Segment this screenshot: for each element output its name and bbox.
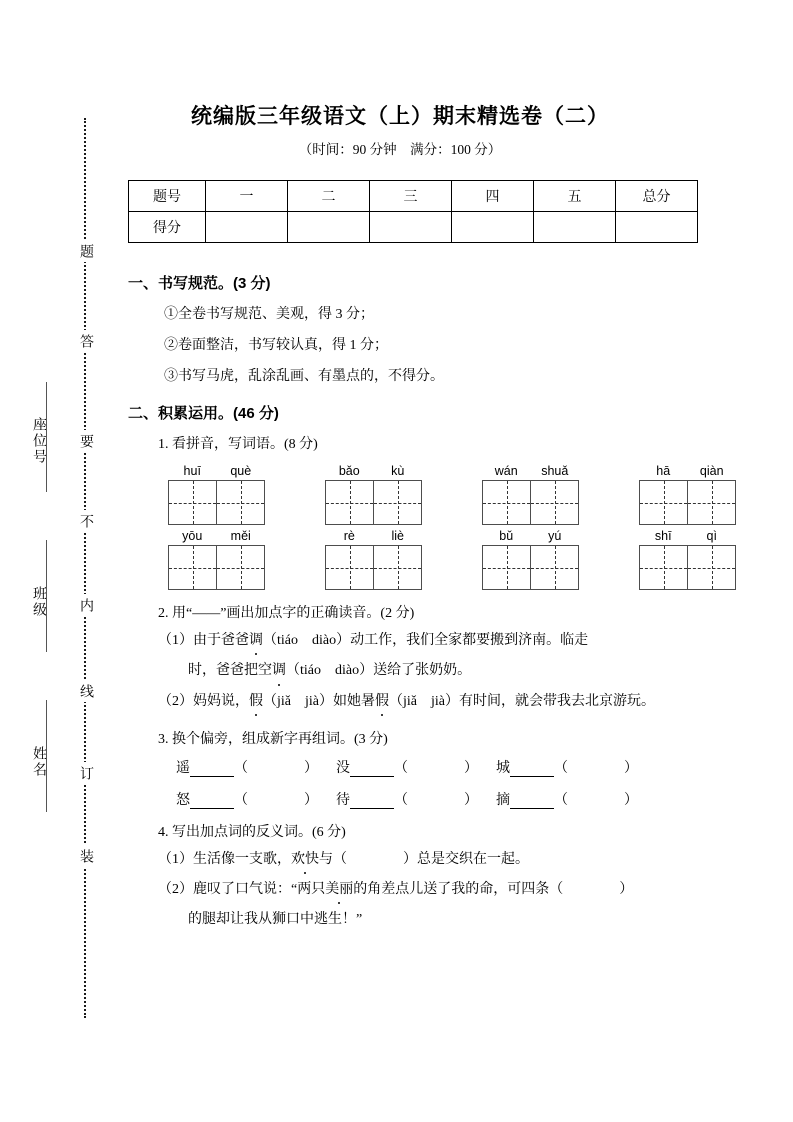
q2-text-pre: （1）由于爸爸 — [158, 633, 249, 648]
q3-blank[interactable] — [190, 794, 234, 809]
q3-blank[interactable] — [510, 762, 554, 777]
pinyin-group-8 — [639, 527, 736, 590]
page-subtitle: （时间：90 分钟 满分：100 分） — [298, 142, 502, 157]
score-table-col-4: 四 — [452, 181, 534, 212]
seat-number-rule — [46, 382, 47, 492]
tianzige-cell[interactable] — [483, 481, 530, 524]
pinyin-label-8 — [639, 527, 736, 545]
question-4-item-1 — [128, 850, 688, 870]
pinyin-syllable: měi — [230, 529, 251, 543]
q2-text-pre: 时，爸爸把空 — [188, 663, 272, 679]
question-3-row-1 — [128, 757, 688, 777]
question-2-item-1b — [128, 661, 688, 681]
tianzige-cell[interactable] — [326, 546, 373, 589]
section-one-item-3: ③书写马虎，乱涂乱画、有墨点的，不得分。 — [164, 369, 444, 384]
question-2-item-2 — [128, 692, 688, 712]
q2-text-post: （tiáo diào）送给了张奶奶。 — [286, 663, 472, 679]
q3-blank[interactable] — [350, 794, 394, 809]
pinyin-syllable: wán — [494, 464, 518, 478]
pinyin-label-3 — [482, 462, 579, 480]
tianzige-cell[interactable] — [687, 481, 735, 524]
pinyin-syllable: rè — [343, 529, 355, 543]
pinyin-group-4 — [639, 462, 736, 525]
tianzige-boxes[interactable] — [168, 480, 265, 525]
seal-char-7: 装 — [74, 845, 96, 867]
tianzige-boxes[interactable] — [482, 480, 579, 525]
tianzige-cell[interactable] — [169, 546, 216, 589]
q3-item: 怒 （ ） — [176, 792, 318, 808]
score-table-col-1: 一 — [206, 181, 288, 212]
tianzige-cell[interactable] — [373, 481, 421, 524]
pinyin-label-6 — [325, 527, 422, 545]
question-4-item-2 — [128, 880, 688, 900]
q4-text-post: 的角差点儿送了我的命，可四条（ ） — [353, 882, 634, 898]
pinyin-group-6 — [325, 527, 422, 590]
pinyin-syllable: shī — [654, 529, 672, 543]
question-1-heading: 1. 看拼音，写词语。(8 分) — [158, 437, 318, 452]
q4-text-post: 与（ ）总是交织在一起。 — [319, 851, 529, 867]
q3-item: 待 （ ） — [336, 792, 478, 808]
score-table-col-3: 三 — [370, 181, 452, 212]
section-one-heading: 一、书写规范。(3 分) — [128, 275, 271, 292]
score-table-row-label-1: 题号 — [129, 181, 206, 212]
q3-char: 摘 — [496, 792, 510, 808]
q3-char: 城 — [496, 760, 510, 776]
tianzige-boxes[interactable] — [639, 480, 736, 525]
score-cell-4[interactable] — [452, 212, 534, 243]
score-cell-1[interactable] — [206, 212, 288, 243]
pinyin-group-5 — [168, 527, 265, 590]
seal-margin — [0, 0, 120, 1122]
pinyin-syllable: què — [230, 464, 252, 478]
q3-item: 摘 （ ） — [496, 792, 638, 808]
pinyin-label-5 — [168, 527, 265, 545]
q2-dotted-char-jia-2: 假 — [375, 692, 389, 712]
q3-blank[interactable] — [350, 762, 394, 777]
question-4-heading: 4. 写出加点词的反义词。(6 分) — [158, 824, 346, 840]
seal-char-5: 线 — [74, 680, 96, 702]
q3-char: 怒 — [176, 792, 190, 808]
q2-text-mid: （jiǎ jià）如她暑 — [263, 693, 375, 709]
tianzige-cell[interactable] — [640, 546, 687, 589]
pinyin-syllable: qì — [706, 529, 717, 543]
seal-char-1: 答 — [74, 330, 96, 352]
tianzige-cell[interactable] — [530, 481, 578, 524]
q3-item: 遥 （ ） — [176, 760, 318, 776]
tianzige-cell[interactable] — [216, 546, 264, 589]
page-title: 统编版三年级语文（上）期末精选卷（二） — [191, 105, 609, 128]
class-rule — [46, 540, 47, 652]
pinyin-writing-exercise — [128, 462, 724, 590]
q2-dotted-char-tiao-2: 调 — [272, 661, 286, 681]
pinyin-group-7 — [482, 527, 579, 590]
q3-item: 没 （ ） — [336, 760, 478, 776]
pinyin-label-4 — [639, 462, 736, 480]
section-one-item-1: ①全卷书写规范、美观，得 3 分； — [164, 307, 374, 322]
q4-dotted-word-meili: 美丽 — [325, 880, 353, 900]
seal-char-3: 不 — [74, 510, 96, 532]
score-table-col-total: 总分 — [616, 181, 698, 212]
q3-item: 城 （ ） — [496, 760, 638, 776]
score-cell-5[interactable] — [534, 212, 616, 243]
question-3-row-2 — [128, 789, 688, 809]
pinyin-syllable: yōu — [182, 529, 203, 543]
q4-text-pre: （1）生活像一支歌， — [158, 851, 291, 867]
pinyin-row-2 — [168, 527, 717, 590]
seal-char-2: 要 — [74, 430, 96, 452]
score-table-row-label-2: 得分 — [129, 212, 206, 243]
q3-char: 待 — [336, 792, 350, 808]
class-label: 班级 — [31, 586, 46, 618]
tianzige-boxes[interactable] — [325, 480, 422, 525]
tianzige-cell[interactable] — [687, 546, 735, 589]
name-rule — [46, 700, 47, 812]
tianzige-boxes[interactable] — [325, 545, 422, 590]
seal-char-6: 订 — [74, 762, 96, 784]
tianzige-boxes[interactable] — [482, 545, 579, 590]
seal-char-0: 题 — [74, 240, 96, 262]
q3-char: 遥 — [176, 760, 190, 776]
section-two-heading: 二、积累运用。(46 分) — [128, 405, 279, 422]
tianzige-cell[interactable] — [216, 481, 264, 524]
question-4-item-2-cont: 的腿却让我从狮口中逃生！” — [188, 912, 363, 928]
tianzige-cell[interactable] — [483, 546, 530, 589]
q4-dotted-word-huankuai: 欢快 — [291, 850, 319, 870]
pinyin-group-3 — [482, 462, 579, 525]
seal-char-4: 内 — [74, 594, 96, 616]
pinyin-syllable: yú — [548, 529, 562, 543]
q2-text-pre: （2）妈妈说， — [158, 693, 249, 709]
pinyin-group-2 — [325, 462, 422, 525]
pinyin-label-2 — [325, 462, 422, 480]
tianzige-boxes[interactable] — [639, 545, 736, 590]
score-cell-2[interactable] — [288, 212, 370, 243]
pinyin-row-1 — [168, 462, 724, 525]
pinyin-syllable: hā — [656, 464, 671, 478]
q2-dotted-char-jia-1: 假 — [249, 692, 263, 712]
pinyin-syllable: bǎo — [338, 464, 360, 478]
q3-blank[interactable] — [190, 762, 234, 777]
question-2-item-1a — [128, 631, 688, 651]
pinyin-syllable: kù — [391, 464, 405, 478]
score-table — [128, 180, 698, 243]
pinyin-label-7 — [482, 527, 579, 545]
tianzige-cell[interactable] — [373, 546, 421, 589]
score-table-col-2: 二 — [288, 181, 370, 212]
q4-text-pre: （2）鹿叹了口气说：“两只 — [158, 882, 326, 898]
question-3-heading: 3. 换个偏旁，组成新字再组词。(3 分) — [158, 731, 388, 747]
pinyin-syllable: liè — [391, 529, 404, 543]
tianzige-cell[interactable] — [169, 481, 216, 524]
pinyin-syllable: qiàn — [699, 464, 724, 478]
table-row-scores — [129, 212, 698, 243]
tianzige-boxes[interactable] — [168, 545, 265, 590]
table-row-header — [129, 181, 698, 212]
name-label: 姓名 — [31, 746, 46, 778]
pinyin-group-1 — [168, 462, 265, 525]
q3-char: 没 — [336, 760, 350, 776]
question-2-heading: 2. 用“——”画出加点字的正确读音。(2 分) — [158, 606, 415, 621]
pinyin-syllable: shuǎ — [541, 464, 569, 478]
score-table-col-5: 五 — [534, 181, 616, 212]
q3-blank[interactable] — [510, 794, 554, 809]
section-one-item-2: ②卷面整洁，书写较认真，得 1 分； — [164, 338, 388, 353]
exam-content — [128, 272, 724, 941]
score-cell-total[interactable] — [616, 212, 698, 243]
tianzige-cell[interactable] — [530, 546, 578, 589]
q2-dotted-char-tiao-1: 调 — [249, 631, 263, 651]
pinyin-syllable: huī — [183, 464, 201, 478]
q2-text-post: （jiǎ jià）有时间，就会带我去北京游玩。 — [389, 693, 655, 709]
pinyin-label-1 — [168, 462, 265, 480]
pinyin-syllable: bǔ — [499, 529, 514, 543]
tianzige-cell[interactable] — [640, 481, 687, 524]
seat-number-label: 座位号 — [31, 417, 46, 465]
score-cell-3[interactable] — [370, 212, 452, 243]
tianzige-cell[interactable] — [326, 481, 373, 524]
q2-text-post: （tiáo diào）动工作，我们全家都要搬到济南。临走 — [263, 633, 589, 648]
